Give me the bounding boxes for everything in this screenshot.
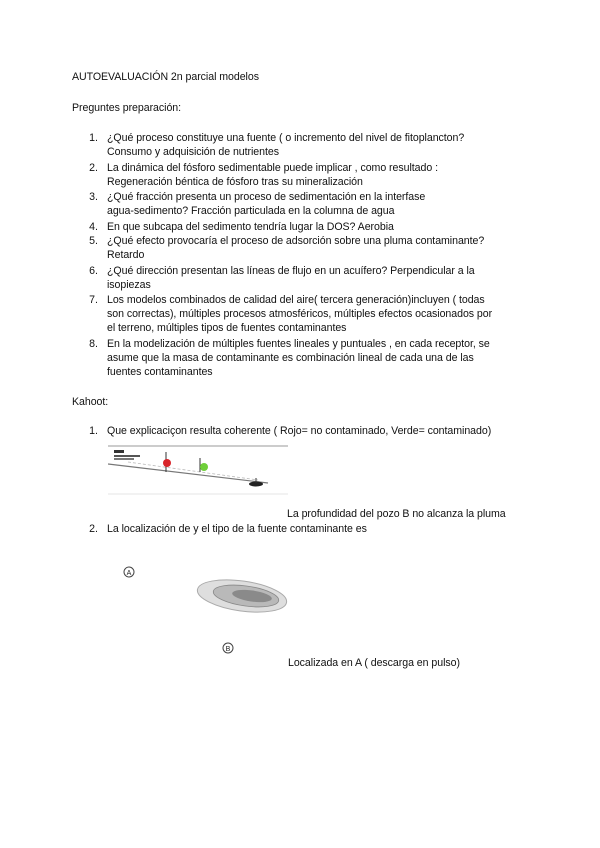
label-strip (114, 458, 134, 460)
question-answer: Retardo (107, 249, 145, 261)
question-text: ¿Qué fracción presenta un proceso de sedimentación en la interfase (107, 191, 426, 203)
point-a-label: A (126, 570, 132, 577)
cross-section-figure (108, 442, 288, 496)
kahoot-number: 2. (89, 523, 98, 535)
question-answer: Consumo y adquisición de nutrientes (107, 146, 279, 158)
label-strip (114, 455, 140, 457)
question-answer: isopiezas (107, 279, 151, 291)
question-number: 8. (89, 338, 98, 350)
question-text: asume que la masa de contaminante es combinación lineal de cada una de las (107, 352, 474, 364)
question-answer: agua-sedimento? Fracción particulada en la columna de agua (107, 205, 395, 217)
question-text: En que subcapa del sedimento tendría lugar la DOS? Aerobia (107, 221, 394, 233)
question-text: ¿Qué efecto provocaría el proceso de adsorción sobre una pluma contaminante? (107, 235, 485, 247)
kahoot-answer: Localizada en A ( descarga en pulso) (288, 657, 460, 669)
document-title: AUTOEVALUACIÓN 2n parcial modelos (72, 71, 259, 83)
kahoot-heading: Kahoot: (72, 396, 109, 408)
plume-map-figure (114, 558, 294, 658)
question-text: el terreno, múltiples tipos de fuentes contaminantes (107, 322, 347, 334)
question-number: 4. (89, 221, 98, 233)
green-dot (200, 463, 208, 471)
question-text: ¿Qué proceso constituye una fuente ( o incremento del nivel de fitoplancton? (107, 132, 465, 144)
question-text: son correctas), múltiples procesos atmosféricos, múltiples efectos ocasionados por (107, 308, 493, 320)
question-number: 5. (89, 235, 98, 247)
red-dot (163, 459, 171, 467)
question-answer: Regeneración béntica de fósforo tras su mineralización (107, 176, 363, 188)
question-text: La dinámica del fósforo sedimentable puede implicar , como resultado : (107, 162, 438, 174)
kahoot-number: 1. (89, 425, 98, 437)
kahoot-question: Que explicaciçon resulta coherente ( Rojo= no contaminado, Verde= contaminado) (107, 425, 492, 437)
prep-heading: Preguntes preparación: (72, 102, 182, 114)
point-b-label: B (225, 646, 231, 653)
question-text: fuentes contaminantes (107, 366, 213, 378)
question-number: 6. (89, 265, 98, 277)
source-marker (114, 450, 124, 453)
question-number: 7. (89, 294, 98, 306)
kahoot-question: La localización de y el tipo de la fuente contaminante es (107, 523, 367, 535)
figure-background (108, 442, 288, 496)
question-number: 2. (89, 162, 98, 174)
question-number: 1. (89, 132, 98, 144)
kahoot-answer: La profundidad del pozo B no alcanza la pluma (287, 508, 506, 520)
question-text: En la modelización de múltiples fuentes lineales y puntuales , en cada receptor, se (107, 338, 490, 350)
question-text: Los modelos combinados de calidad del aire( tercera generación)incluyen ( todas (107, 294, 485, 306)
question-text: ¿Qué dirección presentan las líneas de flujo en un acuífero? Perpendicular a la (107, 265, 475, 277)
question-number: 3. (89, 191, 98, 203)
